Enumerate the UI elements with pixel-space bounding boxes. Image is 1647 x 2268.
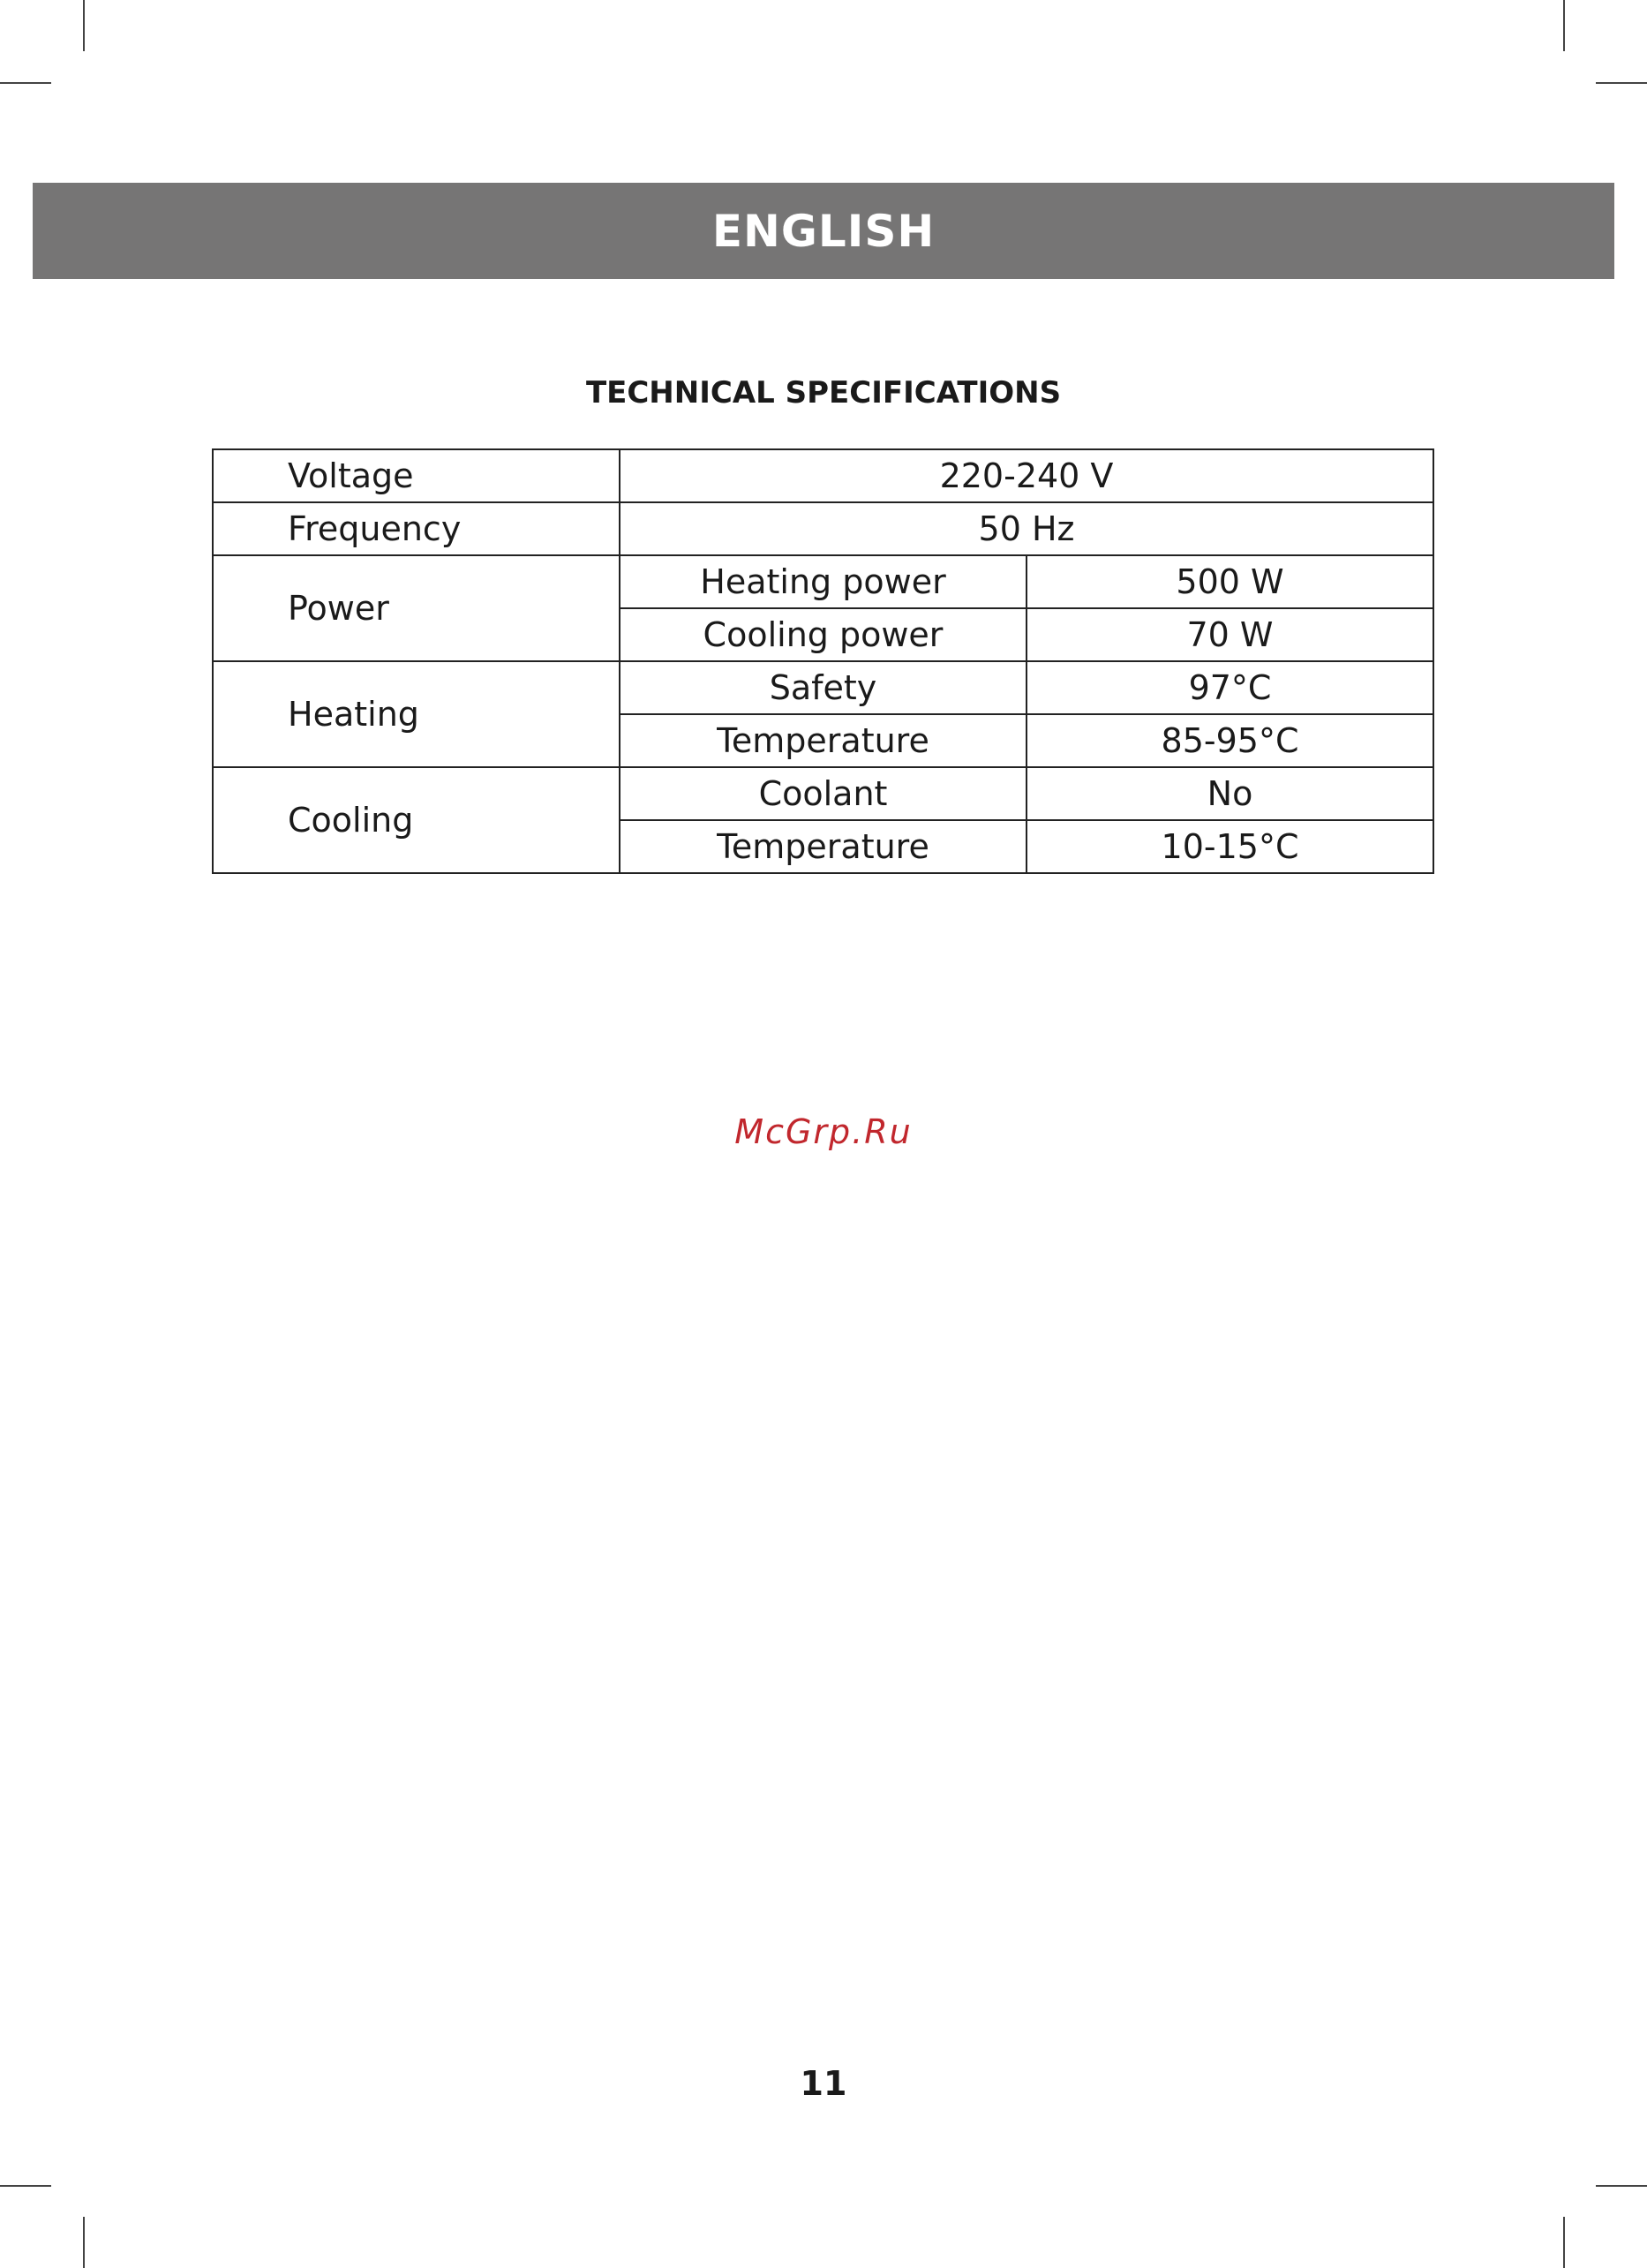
heating-temperature-label: Temperature (620, 714, 1027, 767)
crop-mark-bottom-right-horizontal (1596, 2185, 1647, 2187)
crop-mark-bottom-right-vertical (1563, 2217, 1565, 2268)
language-banner-title: ENGLISH (711, 205, 936, 257)
heating-safety-label: Safety (620, 661, 1027, 714)
table-row-cooling-coolant (213, 767, 1433, 820)
crop-mark-bottom-left-vertical (83, 2217, 85, 2268)
heating-power-label: Heating power (620, 555, 1027, 608)
language-banner (33, 183, 1614, 279)
heating-label: Heating (213, 661, 620, 767)
table-row-voltage (213, 449, 1433, 502)
crop-mark-bottom-left-horizontal (0, 2185, 51, 2187)
technical-specifications-table (212, 448, 1434, 874)
cooling-coolant-value: No (1027, 767, 1433, 820)
table-row-frequency (213, 502, 1433, 555)
frequency-value: 50 Hz (620, 502, 1433, 555)
page-number: 11 (800, 2064, 847, 2103)
heating-temperature-value: 85-95°C (1027, 714, 1433, 767)
cooling-power-value: 70 W (1027, 608, 1433, 661)
cooling-label: Cooling (213, 767, 620, 873)
crop-mark-top-left-horizontal (0, 82, 51, 84)
power-label: Power (213, 555, 620, 661)
frequency-label: Frequency (213, 502, 620, 555)
heating-power-value: 500 W (1027, 555, 1433, 608)
cooling-coolant-label: Coolant (620, 767, 1027, 820)
voltage-value: 220-240 V (620, 449, 1433, 502)
cooling-temperature-value: 10-15°C (1027, 820, 1433, 873)
heating-safety-value: 97°C (1027, 661, 1433, 714)
crop-mark-top-left-vertical (83, 0, 85, 51)
crop-mark-top-right-horizontal (1596, 82, 1647, 84)
watermark-text: McGrp.Ru (734, 1112, 913, 1151)
cooling-temperature-label: Temperature (620, 820, 1027, 873)
table-row-power-heating (213, 555, 1433, 608)
table-row-heating-safety (213, 661, 1433, 714)
crop-mark-top-right-vertical (1563, 0, 1565, 51)
section-title: TECHNICAL SPECIFICATIONS (585, 375, 1062, 411)
voltage-label: Voltage (213, 449, 620, 502)
cooling-power-label: Cooling power (620, 608, 1027, 661)
